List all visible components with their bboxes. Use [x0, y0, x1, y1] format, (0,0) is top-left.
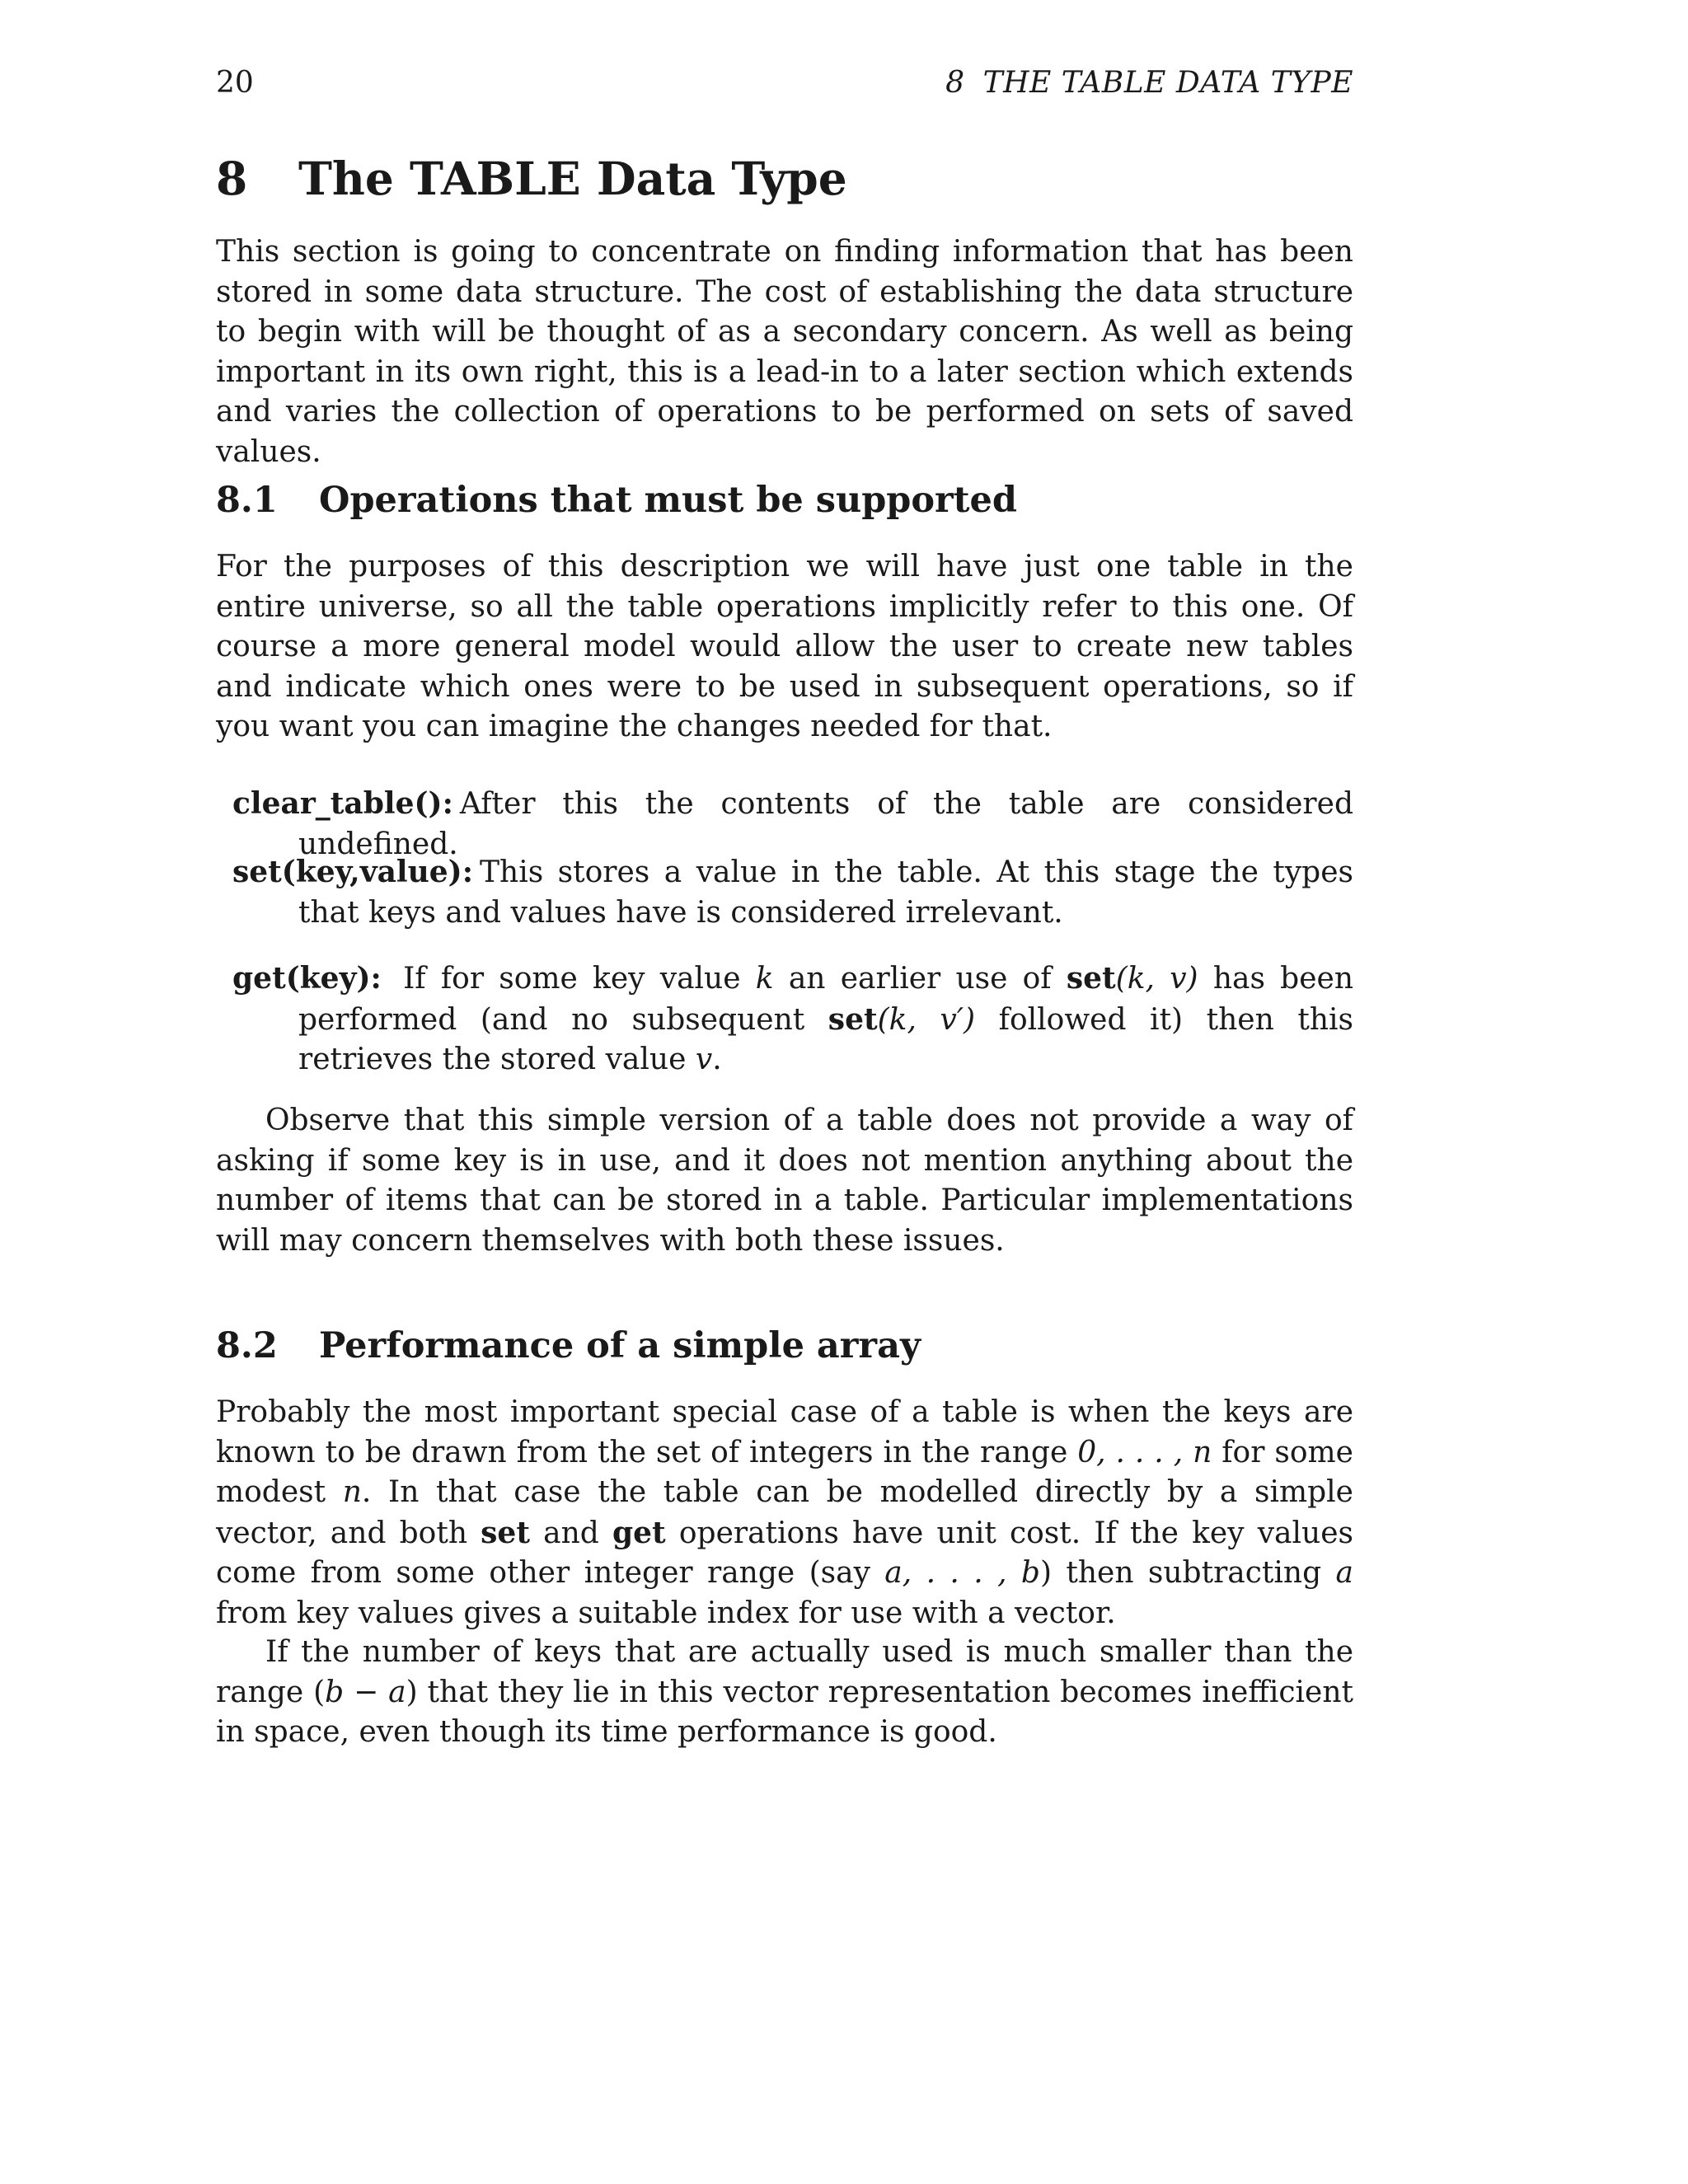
running-title [945, 63, 1353, 104]
math-var-v: v [695, 1043, 713, 1076]
text-run: and [543, 1516, 599, 1550]
operation-get [232, 958, 1353, 1080]
math-args-k-v-prime: (k, v′) [877, 1002, 976, 1037]
operation-desc-get-part: an earlier use of [788, 962, 1052, 996]
operation-term-set: set(key,value): [232, 855, 474, 889]
page-number: 20 [216, 66, 254, 100]
math-range-0-to-n: 0, . . . , n [1077, 1435, 1212, 1469]
math-args-k-v: (k, v) [1115, 962, 1198, 996]
observation-paragraph: Observe that this simple version of a table does not provide a way of asking if some key is in use, and it does not mention anything about the number of items that can be stored in a table. Particular implementations will may concern themselves with both these issues. [216, 1104, 1353, 1258]
text-run: . In that case the table can be modelled directly by a simple vector, and both [216, 1475, 1353, 1550]
subsection-number-8-1: 8.1 [216, 480, 278, 521]
operation-desc-get-end: . [712, 1043, 722, 1076]
text-run: ) then subtracting [1039, 1556, 1322, 1590]
math-expr-b-minus-a: b − a [325, 1675, 406, 1709]
keyword-set: set [481, 1515, 530, 1550]
text-run: If the number of keys that are actually used is much smaller than the range ( [216, 1635, 1353, 1709]
operation-term-clear-table: clear_table(): [232, 786, 453, 821]
keyword-set: set [1066, 961, 1116, 996]
math-var-n: n [342, 1475, 362, 1509]
text-run: Probably the most important special case of a table is when the keys are known to be drawn from the set of integers in the range [216, 1395, 1353, 1469]
math-var-k: k [755, 962, 774, 996]
section-intro-paragraph: This section is going to concentrate on finding information that has been stored in some data structure. The cost of establishing the data structure to begin with will be thought of as a secondary concern. As well as being important in its own right, this is a lead-in to a later section which extends and varies the collection of operations to be performed on sets of saved values. [216, 235, 1353, 469]
subsection-title-8-2 [216, 1323, 921, 1369]
operation-desc-get-part: has been performed (and no subsequent [298, 962, 1354, 1037]
math-var-a: a [1335, 1556, 1353, 1590]
text-run: for some modest [216, 1435, 1353, 1509]
keyword-get: get [612, 1515, 666, 1550]
text-run: from key values gives a suitable index for use with a vector. [216, 1596, 1116, 1630]
section-title [216, 150, 847, 208]
running-head [216, 63, 1353, 104]
operation-desc-set: This stores a value in the table. At this stage the types that keys and values have is considered irrelevant. [298, 855, 1353, 930]
operation-desc-clear-table: After this the contents of the table are considered undefined. [298, 787, 1353, 861]
operations-intro-paragraph: For the purposes of this description we will have just one table in the entire universe, so all the table operations implicitly refer to this one. Of course a more general model would allow the user to create new tables and indicate which ones were to be used in subsequent operations, so if you want you can imagine the changes needed for that. [216, 550, 1353, 743]
subsection-title-text-8-2: Performance of a simple array [319, 1325, 921, 1366]
operation-desc-get-part: If for some key value [403, 962, 741, 996]
math-range-a-to-b: a, . . . , b [884, 1556, 1040, 1590]
section-title-text: The TABLE Data Type [298, 152, 847, 205]
operation-set [232, 852, 1353, 933]
running-section-number: 8 [945, 66, 965, 100]
subsection-number-8-2: 8.2 [216, 1325, 278, 1366]
operation-term-get: get(key): [232, 961, 382, 996]
subsection-title-text-8-1: Operations that must be supported [319, 480, 1017, 521]
text-run: ) that they lie in this vector representation becomes inefficient in space, even though its time performance is good. [216, 1675, 1354, 1749]
subsection-title-8-1 [216, 477, 1017, 523]
section-number: 8 [216, 152, 248, 205]
operation-desc-get-part: followed it) then this retrieves the stored value [298, 1002, 1353, 1076]
simple-array-paragraph-1 [216, 1393, 1353, 1633]
keyword-set: set [828, 1001, 878, 1037]
running-title-text: THE TABLE DATA TYPE [982, 66, 1353, 100]
simple-array-paragraph-2 [216, 1633, 1353, 1753]
text-run: operations have unit cost. If the key values come from some other integer range (say [216, 1516, 1353, 1590]
